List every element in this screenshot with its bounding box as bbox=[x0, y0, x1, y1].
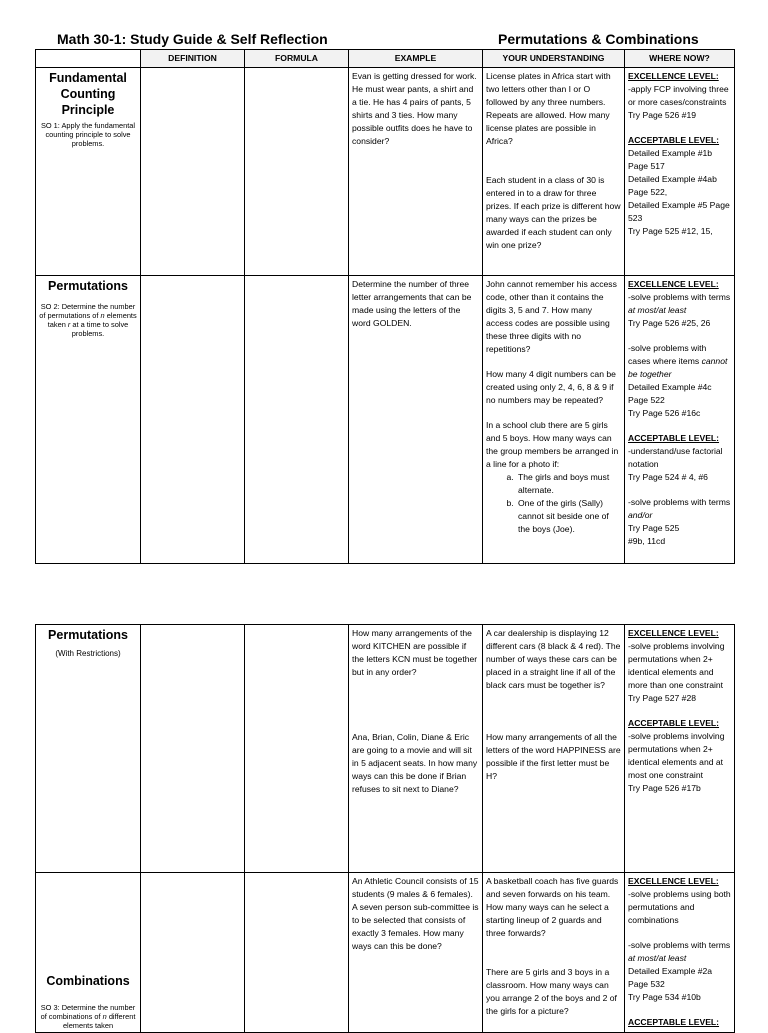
understanding-cell bbox=[483, 276, 625, 564]
formula-cell[interactable] bbox=[245, 68, 349, 276]
understanding-cell bbox=[483, 68, 625, 276]
problem-text: How many 4 digit numbers can be created using only 2, 4, 6, 8 & 9 if no numbers may be repeated? bbox=[486, 369, 616, 405]
where-now-cell bbox=[625, 68, 735, 276]
header-understanding: YOUR UNDERSTANDING bbox=[483, 50, 625, 68]
formula-cell[interactable] bbox=[245, 873, 349, 1033]
problem-text: A basketball coach has five guards and seven forwards on his team. How many ways can he select a starting lineup of 2 guards and three forwards? bbox=[486, 876, 619, 938]
excellence-label: EXCELLENCE LEVEL: bbox=[628, 876, 719, 886]
topic-name: Permutations bbox=[48, 279, 128, 293]
excellence-item: Try Page 527 #28 bbox=[628, 693, 696, 703]
header-where-now: WHERE NOW? bbox=[625, 50, 735, 68]
problem-text: How many arrangements of all the letters of the word HAPPINESS are possible if the first letter must be H? bbox=[486, 732, 621, 781]
acceptable-item: -solve problems with terms and/or bbox=[628, 497, 731, 520]
topic-note: SO 1: Apply the fundamental counting principle to solve problems. bbox=[40, 121, 136, 148]
row-permutations-restrictions bbox=[36, 625, 735, 873]
header-row bbox=[36, 50, 735, 68]
excellence-item: Detailed Example #2a Page 532 bbox=[628, 966, 713, 989]
example-text: How many arrangements of the word KITCHEN are possible if the letters KCN must be together but in any order? bbox=[352, 628, 478, 677]
where-now-cell bbox=[625, 873, 735, 1033]
study-guide-table-2 bbox=[35, 624, 735, 1033]
problem-text: Each student in a class of 30 is entered in to a draw for three prizes. If each prize is different how many ways can the prizes be awarded if each student can only win one prize? bbox=[486, 175, 621, 250]
example-cell bbox=[349, 625, 483, 873]
study-guide-table-1 bbox=[35, 49, 735, 564]
acceptable-item: Detailed Example #1b Page 517 bbox=[628, 148, 713, 171]
definition-cell[interactable] bbox=[141, 68, 245, 276]
topic-note: SO 3: Determine the number of combinations of n different elements taken bbox=[40, 1003, 136, 1030]
topic-note: (With Restrictions) bbox=[55, 649, 121, 658]
header-example: EXAMPLE bbox=[349, 50, 483, 68]
header-formula: FORMULA bbox=[245, 50, 349, 68]
excellence-item: -solve problems using both permutations and combinations bbox=[628, 889, 731, 925]
excellence-label: EXCELLENCE LEVEL: bbox=[628, 71, 719, 81]
formula-cell[interactable] bbox=[245, 625, 349, 873]
topic-name: Permutations bbox=[48, 628, 128, 642]
topic-note: SO 2: Determine the number of permutations of n elements taken r at a time to solve problems. bbox=[39, 302, 137, 338]
excellence-item: Try Page 526 #25, 26 bbox=[628, 318, 711, 328]
excellence-item: Try Page 526 #19 bbox=[628, 110, 696, 120]
excellence-item: -solve problems with terms at most/at least bbox=[628, 292, 731, 315]
problem-text: A car dealership is displaying 12 different cars (8 black & 4 red). The number of ways these cars can be placed in a straight line if all of the black cars must be together is? bbox=[486, 628, 621, 690]
acceptable-item: Try Page 526 #17b bbox=[628, 783, 701, 793]
row-combinations bbox=[36, 873, 735, 1033]
acceptable-label: ACCEPTABLE LEVEL: bbox=[628, 135, 720, 145]
definition-cell[interactable] bbox=[141, 276, 245, 564]
topic-cell-combinations bbox=[36, 873, 141, 1033]
acceptable-label: ACCEPTABLE LEVEL: bbox=[628, 1017, 720, 1027]
topic-cell-permutations-restrictions bbox=[36, 625, 141, 873]
page-title: Math 30-1: Study Guide & Self Reflection bbox=[57, 31, 328, 47]
example-cell bbox=[349, 68, 483, 276]
excellence-item: Detailed Example #4c Page 522 bbox=[628, 382, 712, 405]
definition-cell[interactable] bbox=[141, 873, 245, 1033]
topic-name: Combinations bbox=[46, 974, 130, 988]
acceptable-item: Detailed Example #5 Page 523 bbox=[628, 200, 730, 223]
problem-text: John cannot remember his access code, other than it contains the digits 3, 5 and 7. How many access codes are possible using these three digits with no repetitions? bbox=[486, 279, 617, 354]
understanding-cell bbox=[483, 625, 625, 873]
acceptable-item: Try Page 524 # 4, #6 bbox=[628, 472, 708, 482]
page-subtitle: Permutations & Combinations bbox=[498, 31, 699, 47]
excellence-item: -apply FCP involving three or more cases/constraints bbox=[628, 84, 729, 107]
topic-name: Fundamental Counting Principle bbox=[49, 71, 127, 117]
row-permutations bbox=[36, 276, 735, 564]
acceptable-item: -understand/use factorial notation bbox=[628, 446, 723, 469]
sub-question: a. The girls and boys must alternate. bbox=[516, 471, 621, 497]
excellence-item: -solve problems with cases where items cannot be together bbox=[628, 343, 728, 379]
where-now-cell bbox=[625, 276, 735, 564]
acceptable-item: Try Page 525 bbox=[628, 523, 680, 533]
problem-text: In a school club there are 5 girls and 5 boys. How many ways can the group members be arranged in a line for a photo if: bbox=[486, 420, 619, 469]
example-cell bbox=[349, 873, 483, 1033]
header-definition: DEFINITION bbox=[141, 50, 245, 68]
acceptable-item: Detailed Example #4ab Page 522, bbox=[628, 174, 717, 197]
formula-cell[interactable] bbox=[245, 276, 349, 564]
where-now-cell bbox=[625, 625, 735, 873]
header-blank bbox=[36, 50, 141, 68]
definition-cell[interactable] bbox=[141, 625, 245, 873]
example-cell bbox=[349, 276, 483, 564]
example-text: An Athletic Council consists of 15 students (9 males & 6 females). A seven person sub-committee is to be selected that consists of exactly 3 females. How many ways can this be done? bbox=[352, 876, 479, 951]
acceptable-label: ACCEPTABLE LEVEL: bbox=[628, 718, 720, 728]
understanding-cell bbox=[483, 873, 625, 1033]
row-fcp bbox=[36, 68, 735, 276]
sub-question: b. One of the girls (Sally) cannot sit beside one of the boys (Joe). bbox=[516, 497, 621, 536]
acceptable-item: -solve problems involving permutations when 2+ identical elements and at most one constraint bbox=[628, 731, 725, 780]
acceptable-item: #9b, 11cd bbox=[628, 536, 666, 546]
example-text: Ana, Brian, Colin, Diane & Eric are going to a movie and will sit in 5 adjacent seats. In how many ways can this be done if Brian refuses to sit next to Diane? bbox=[352, 732, 478, 794]
excellence-item: Try Page 526 #16c bbox=[628, 408, 701, 418]
problem-text: License plates in Africa start with two letters other than I or O followed by any three numbers. Repeats are allowed. How many license plates are possible in Africa? bbox=[486, 71, 611, 146]
topic-cell-fcp bbox=[36, 68, 141, 276]
acceptable-item: Try Page 525 #12, 15, bbox=[628, 226, 713, 236]
example-text: Determine the number of three letter arrangements that can be made using the letters of the word GOLDEN. bbox=[352, 279, 472, 328]
excellence-item: Try Page 534 #10b bbox=[628, 992, 701, 1002]
excellence-item: -solve problems involving permutations when 2+ identical elements and more than one constraint bbox=[628, 641, 725, 690]
sub-question-list bbox=[486, 471, 621, 536]
excellence-item: -solve problems with terms at most/at least bbox=[628, 940, 731, 963]
acceptable-label: ACCEPTABLE LEVEL: bbox=[628, 433, 720, 443]
topic-cell-permutations bbox=[36, 276, 141, 564]
example-text: Evan is getting dressed for work. He must wear pants, a shirt and a tie. He has 4 pairs of pants, 5 shirts and 3 ties. How many possible outfits does he have to consider? bbox=[352, 71, 477, 146]
excellence-label: EXCELLENCE LEVEL: bbox=[628, 279, 719, 289]
excellence-label: EXCELLENCE LEVEL: bbox=[628, 628, 719, 638]
problem-text: There are 5 girls and 3 boys in a classroom. How many ways can you arrange 2 of the boys and 2 of the girls for a picture? bbox=[486, 967, 617, 1016]
